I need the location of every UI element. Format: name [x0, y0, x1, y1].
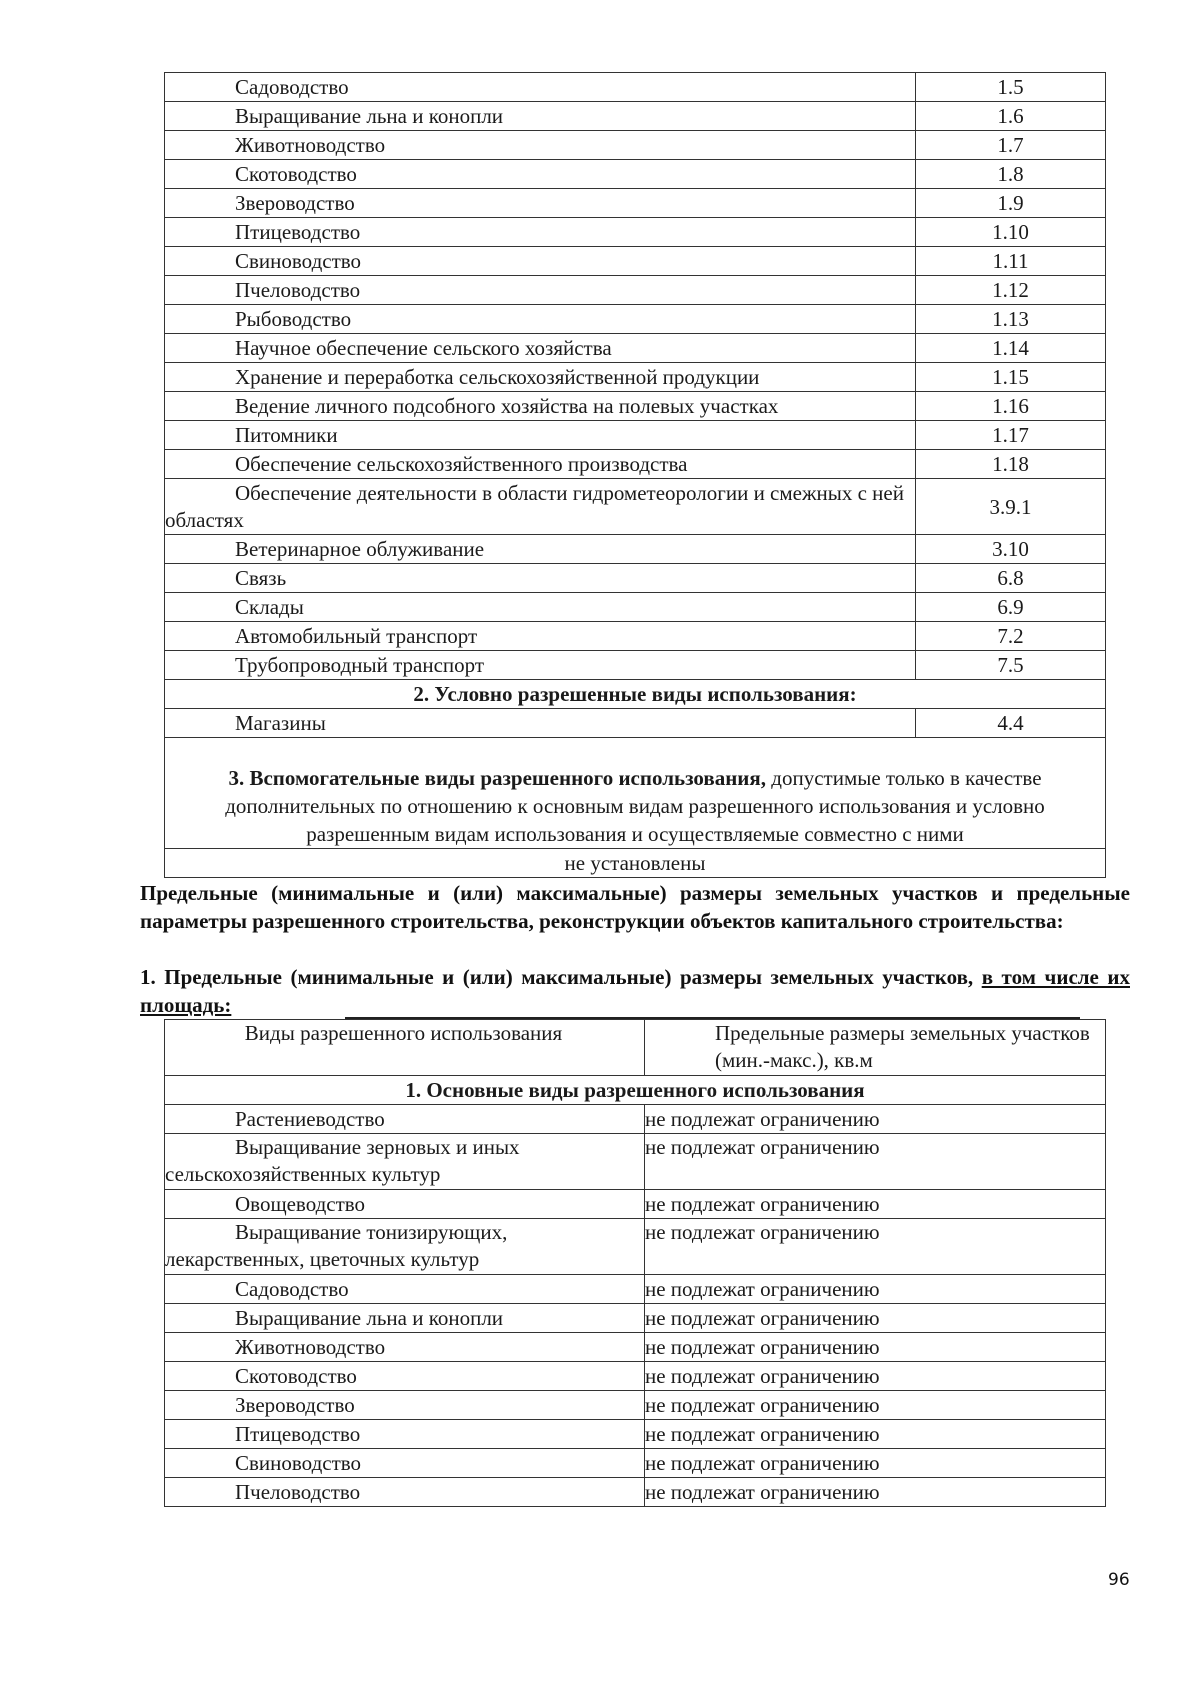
plot-size-heading-underlined: в том числе их площадь: [140, 965, 1130, 1017]
use-code: 1.16 [916, 392, 1106, 421]
size-limit: не подлежат ограничению [644, 1333, 1105, 1362]
use-name: Ведение личного подсобного хозяйства на полевых участках [235, 394, 779, 418]
use-code: 1.9 [916, 189, 1106, 218]
size-limit: не подлежат ограничению [644, 1478, 1105, 1507]
use-name: Животноводство [235, 133, 386, 157]
use-name: Птицеводство [235, 220, 361, 244]
use-name: Склады [235, 595, 304, 619]
use-name: Пчеловодство [235, 278, 361, 302]
table-header-row [165, 1020, 1106, 1076]
use-code: 1.14 [916, 334, 1106, 363]
table-row [165, 73, 1106, 102]
use-name: Овощеводство [235, 1192, 366, 1216]
size-limit: не подлежат ограничению [644, 1420, 1105, 1449]
section-header-row [165, 1076, 1106, 1105]
table-row [165, 479, 1106, 535]
size-limit: не подлежат ограничению [644, 1219, 1105, 1275]
table-row [165, 334, 1106, 363]
table-row [165, 1391, 1106, 1420]
plot-size-heading [140, 963, 1130, 1019]
table-row [165, 1304, 1106, 1333]
use-code: 6.9 [916, 593, 1106, 622]
use-name: Выращивание льна и конопли [235, 104, 504, 128]
table-row [165, 1478, 1106, 1507]
use-name: Скотоводство [235, 1364, 357, 1388]
limits-heading: Предельные (минимальные и (или) максимальные) размеры земельных участков и предельные параметры разрешенного строительства, реконструкции объектов капитального строительства: [140, 881, 1130, 933]
use-code: 1.7 [916, 131, 1106, 160]
table-row [165, 363, 1106, 392]
table-row [165, 421, 1106, 450]
section-header-row [165, 738, 1106, 849]
use-name: Выращивание тонизирующих, лекарственных, цветочных культур [165, 1220, 508, 1271]
table-row [165, 1449, 1106, 1478]
table-row [165, 564, 1106, 593]
use-code: 1.6 [916, 102, 1106, 131]
use-name: Магазины [235, 711, 326, 735]
use-code: 1.17 [916, 421, 1106, 450]
use-code: 1.12 [916, 276, 1106, 305]
permitted-uses-table [164, 72, 1106, 878]
plot-size-table [164, 1019, 1106, 1507]
use-name: Выращивание льна и конопли [235, 1306, 504, 1330]
table-row [165, 1134, 1106, 1190]
section-header-row [165, 680, 1106, 709]
use-name: Садоводство [235, 75, 349, 99]
table-row [165, 1190, 1106, 1219]
use-code: 1.10 [916, 218, 1106, 247]
table-row [165, 305, 1106, 334]
main-uses-heading: 1. Основные виды разрешенного использования [165, 1076, 1106, 1105]
table-row [165, 102, 1106, 131]
size-limit: не подлежат ограничению [644, 1190, 1105, 1219]
size-limit: не подлежат ограничению [644, 1275, 1105, 1304]
table-row [165, 593, 1106, 622]
column-header-sizes: Предельные размеры земельных участков (мин.-макс.), кв.м [644, 1020, 1105, 1076]
use-name: Свиноводство [235, 1451, 362, 1475]
table-row [165, 450, 1106, 479]
use-name: Выращивание зерновых и иных сельскохозяйственных культур [165, 1135, 520, 1186]
use-name: Рыбоводство [235, 307, 352, 331]
use-name: Связь [235, 566, 287, 590]
use-name: Растениеводство [235, 1107, 385, 1131]
table-row [165, 392, 1106, 421]
use-name: Научное обеспечение сельского хозяйства [235, 336, 612, 360]
use-name: Свиноводство [235, 249, 362, 273]
table-row [165, 276, 1106, 305]
column-header-uses: Виды разрешенного использования [244, 1021, 563, 1045]
use-code: 3.9.1 [916, 479, 1106, 535]
auxiliary-uses-heading [165, 738, 1106, 849]
table-row [165, 1219, 1106, 1275]
table-row [165, 1105, 1106, 1134]
table-row [165, 535, 1106, 564]
plot-size-heading-main: 1. Предельные (минимальные и (или) максимальные) размеры земельных участков, [140, 965, 982, 989]
table-row [165, 651, 1106, 680]
use-name: Звероводство [235, 1393, 355, 1417]
table-row [165, 189, 1106, 218]
page-number: 96 [1108, 1570, 1130, 1590]
table-row [165, 709, 1106, 738]
use-name: Хранение и переработка сельскохозяйственной продукции [235, 365, 760, 389]
use-code: 6.8 [916, 564, 1106, 593]
use-name: Пчеловодство [235, 1480, 361, 1504]
use-name: Звероводство [235, 191, 355, 215]
use-code: 7.5 [916, 651, 1106, 680]
use-name: Обеспечение деятельности в области гидрометеорологии и смежных с ней областях [165, 480, 904, 532]
conditional-uses-heading: 2. Условно разрешенные виды использования: [165, 680, 1106, 709]
table-row [165, 1420, 1106, 1449]
table-row [165, 218, 1106, 247]
table-row [165, 131, 1106, 160]
table-row [165, 849, 1106, 878]
use-name: Трубопроводный транспорт [235, 653, 485, 677]
use-name: Птицеводство [235, 1422, 361, 1446]
size-limit: не подлежат ограничению [644, 1105, 1105, 1134]
use-code: 4.4 [916, 709, 1106, 738]
use-code: 1.15 [916, 363, 1106, 392]
use-name: Скотоводство [235, 162, 357, 186]
auxiliary-uses-title: 3. Вспомогательные виды разрешенного использования, [228, 766, 767, 790]
size-limit: не подлежат ограничению [644, 1304, 1105, 1333]
use-name: Обеспечение сельскохозяйственного производства [235, 452, 688, 476]
table-row [165, 1275, 1106, 1304]
auxiliary-uses-value: не установлены [165, 849, 1106, 878]
table-row [165, 622, 1106, 651]
size-limit: не подлежат ограничению [644, 1391, 1105, 1420]
use-code: 1.5 [916, 73, 1106, 102]
use-code: 1.18 [916, 450, 1106, 479]
table-row [165, 1362, 1106, 1391]
use-code: 7.2 [916, 622, 1106, 651]
use-code: 3.10 [916, 535, 1106, 564]
use-code: 1.8 [916, 160, 1106, 189]
size-limit: не подлежат ограничению [644, 1362, 1105, 1391]
table-row [165, 247, 1106, 276]
use-name: Питомники [235, 423, 338, 447]
size-limit: не подлежат ограничению [644, 1449, 1105, 1478]
use-code: 1.13 [916, 305, 1106, 334]
auxiliary-uses-description: допустимые только в качестве дополнительных по отношению к основным видам разрешенного использования и условно разрешенным видам использования и осуществляемые совместно с ними [225, 766, 1045, 846]
use-name: Автомобильный транспорт [235, 624, 478, 648]
use-name: Животноводство [235, 1335, 386, 1359]
table-row [165, 160, 1106, 189]
use-code: 1.11 [916, 247, 1106, 276]
size-limit: не подлежат ограничению [644, 1134, 1105, 1190]
table-row [165, 1333, 1106, 1362]
use-name: Садоводство [235, 1277, 349, 1301]
use-name: Ветеринарное облуживание [235, 537, 485, 561]
